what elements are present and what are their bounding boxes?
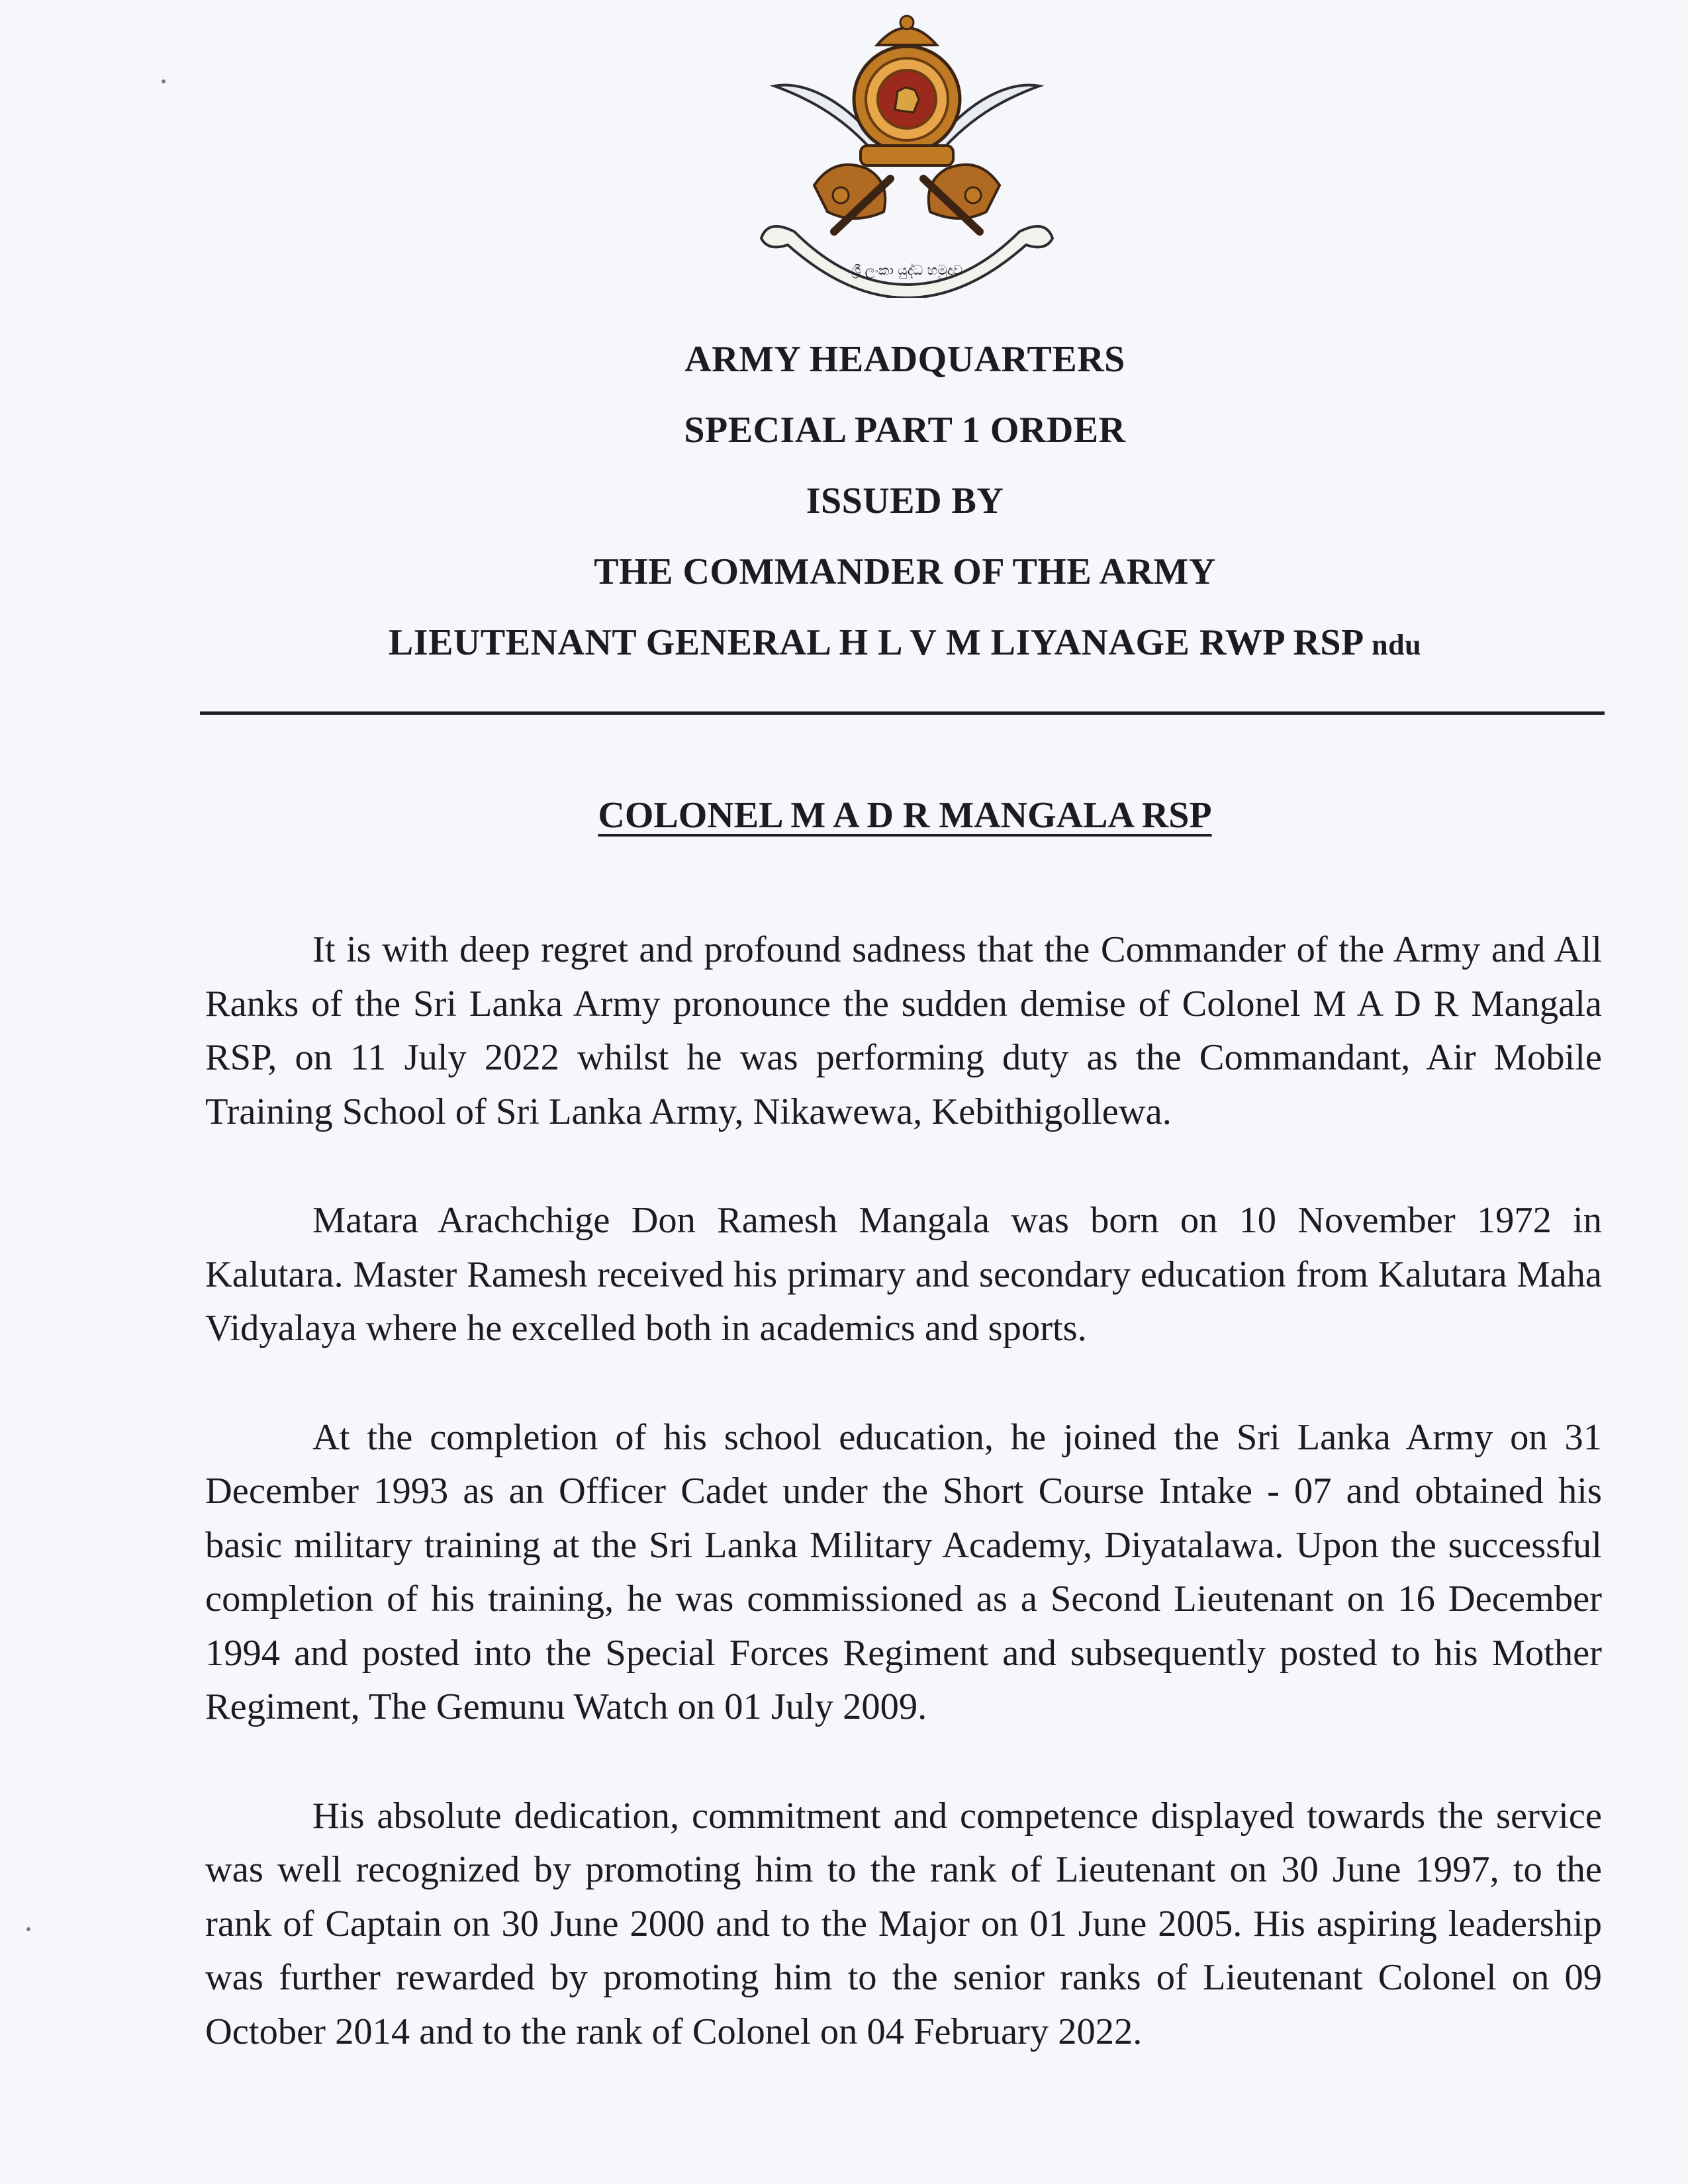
commander-name: LIEUTENANT GENERAL H L V M LIYANAGE RWP RSP: [388, 622, 1362, 663]
order-body: [205, 923, 1602, 2114]
army-crest-emblem: [748, 13, 1066, 298]
scan-speck: [26, 1927, 30, 1931]
scan-speck: [162, 79, 165, 83]
header-line-commander: THE COMMANDER OF THE ARMY: [594, 551, 1216, 592]
paragraph-early-life: Matara Arachchige Don Ramesh Mangala was born on 10 November 1972 in Kalutara. Master Ramesh received his primary and secondary education from Kalutara Maha Vidyalaya where he excelled both in academics and sports.: [205, 1200, 1602, 1349]
header-divider: [200, 711, 1605, 715]
order-header: [0, 324, 1688, 680]
header-line-commander-name: [0, 608, 1688, 680]
commander-qualification: ndu: [1372, 629, 1422, 661]
subject-title: COLONEL M A D R MANGALA RSP: [598, 795, 1212, 836]
header-line-army-hq: ARMY HEADQUARTERS: [684, 339, 1125, 380]
paragraph-demise: It is with deep regret and profound sadness that the Commander of the Army and All Ranks of the Sri Lanka Army pronounce the sudden demise of Colonel M A D R Mangala RSP, on 11 July 2022 whilst he was performing duty as the Commandant, Air Mobile Training School of Sri Lanka Army, Nikawewa, Kebithigollewa.: [205, 929, 1602, 1132]
header-line-issued-by: ISSUED BY: [806, 480, 1004, 522]
crest-motto: ශ්‍රී ලංකා යුද්ධ හමුදාව: [851, 262, 962, 278]
header-line-order-type: SPECIAL PART 1 ORDER: [684, 410, 1126, 451]
paragraph-promotions: His absolute dedication, commitment and competence displayed towards the service was well recognized by promoting him to the rank of Lieutenant on 30 June 1997, to the rank of Captain on 30 June 2000 and to the Major on 01 June 2005. His aspiring leadership was further rewarded by promoting him to the senior ranks of Lieutenant Colonel on 09 October 2014 and to the rank of Colonel on 04 February 2022.: [205, 1795, 1602, 2052]
paragraph-enlistment: At the completion of his school education, he joined the Sri Lanka Army on 31 December 1993 as an Officer Cadet under the Short Course Intake - 07 and obtained his basic military training at the Sri Lanka Military Academy, Diyatalawa. Upon the successful completion of his training, he was commissioned as a Second Lieutenant on 16 December 1994 and posted into the Special Forces Regiment and subsequently posted to his Mother Regiment, The Gemunu Watch on 01 July 2009.: [205, 1416, 1602, 1727]
